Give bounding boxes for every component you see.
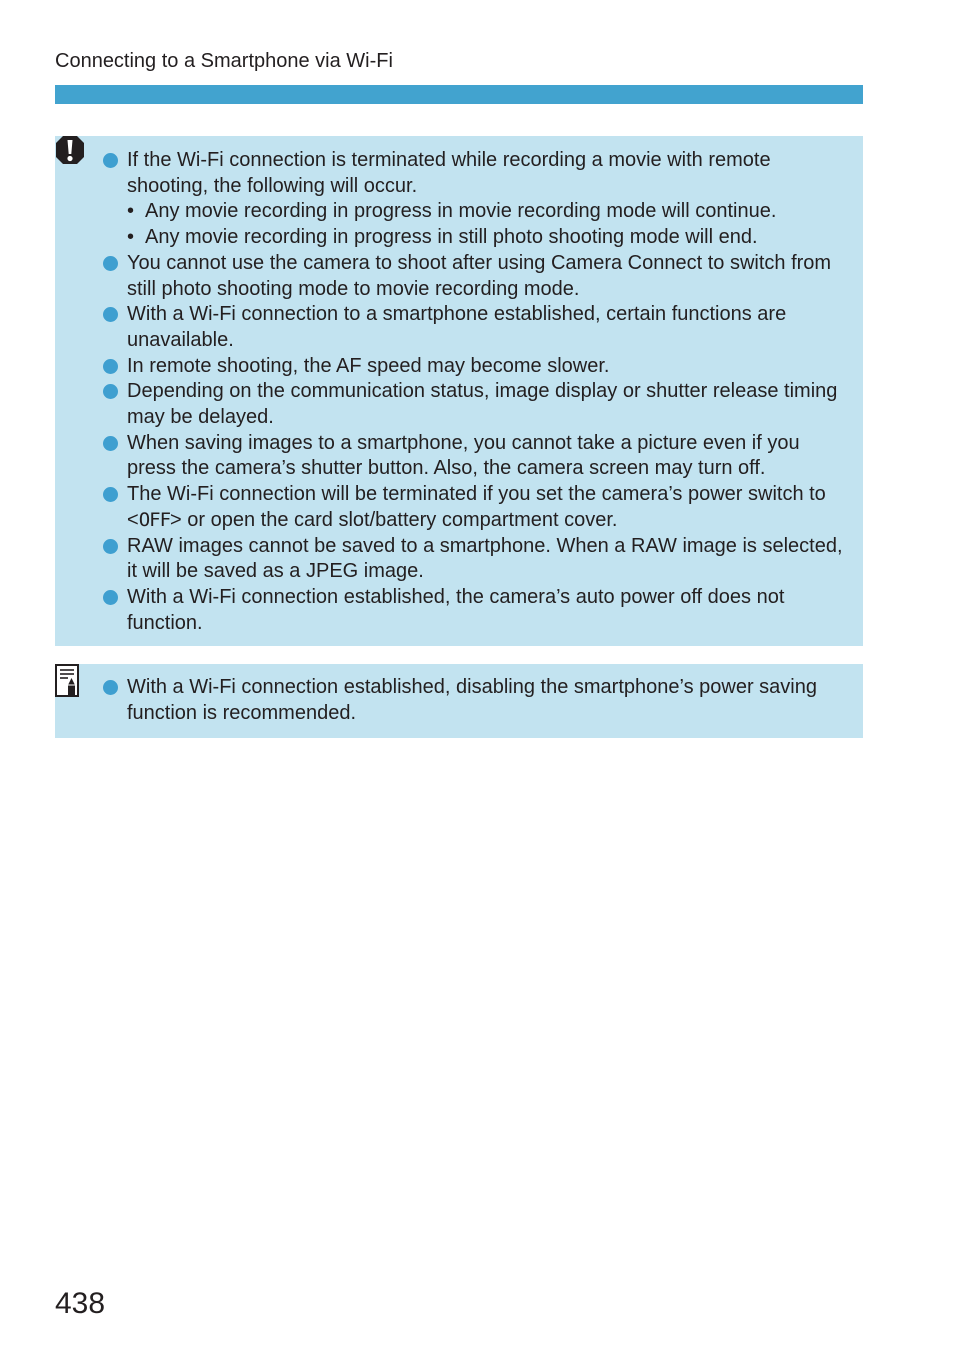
caution-item: [127, 302, 853, 353]
caution-item-text: You cannot use the camera to shoot after using Camera Connect to switch from still photo shooting mode to movie recording mode.: [127, 251, 832, 300]
caution-item-text: RAW images cannot be saved to a smartphone. When a RAW image is selected, it will be saved as a JPEG image.: [127, 534, 843, 583]
caution-item-text: When saving images to a smartphone, you cannot take a picture even if you press the camera’s shutter button. Also, the camera screen may turn off.: [127, 431, 800, 480]
page-header-title: Connecting to a Smartphone via Wi-Fi: [55, 50, 393, 72]
header-rule-bar: [55, 85, 863, 104]
bullet-dot-icon: [103, 539, 118, 554]
note-item-text: With a Wi-Fi connection established, disabling the smartphone’s power saving function is recommended.: [127, 676, 817, 724]
page-number: 438: [55, 1287, 106, 1320]
note-pencil-icon: [55, 664, 81, 700]
caution-sub-item-text: Any movie recording in progress in still photo shooting mode will end.: [145, 226, 758, 249]
bullet-dot-icon: [103, 384, 118, 399]
caution-sub-item: [127, 199, 853, 225]
caution-item-text: With a Wi-Fi connection to a smartphone established, certain functions are unavailable.: [127, 303, 787, 351]
caution-item-text: In remote shooting, the AF speed may become slower.: [127, 354, 610, 377]
caution-sub-item: [127, 225, 853, 251]
caution-item: [127, 534, 853, 585]
note-box: [55, 664, 863, 738]
caution-item: [127, 379, 853, 430]
caution-item: [127, 251, 853, 302]
bullet-dot-icon: [103, 436, 118, 451]
caution-exclamation-icon: [55, 136, 85, 166]
caution-sub-item-text: Any movie recording in progress in movie recording mode will continue.: [145, 200, 777, 223]
power-off-symbol: OFF: [138, 508, 171, 531]
sub-bullet-icon: •: [127, 200, 135, 223]
caution-item-text: Depending on the communication status, image display or shutter release timing may be delayed.: [127, 380, 838, 429]
caution-item-text-before: The Wi-Fi connection will be terminated if you set the camera’s power switch to <: [127, 483, 826, 531]
caution-item-text: If the Wi-Fi connection is terminated while recording a movie with remote shooting, the following will occur.: [127, 149, 771, 197]
caution-item: [127, 585, 853, 636]
sub-bullet-icon: •: [127, 226, 135, 249]
caution-item: [127, 148, 853, 251]
bullet-dot-icon: [103, 256, 118, 271]
caution-box: [55, 136, 863, 646]
caution-item: [127, 482, 853, 533]
caution-item-text-after: > or open the card slot/battery compartment cover.: [170, 508, 618, 531]
bullet-dot-icon: [103, 359, 118, 374]
caution-item: [127, 354, 853, 380]
bullet-dot-icon: [103, 153, 118, 168]
bullet-dot-icon: [103, 487, 118, 502]
note-item: [127, 675, 853, 726]
bullet-dot-icon: [103, 307, 118, 322]
caution-item-text: With a Wi-Fi connection established, the camera’s auto power off does not function.: [127, 585, 785, 634]
caution-item: [127, 431, 853, 482]
bullet-dot-icon: [103, 680, 118, 695]
bullet-dot-icon: [103, 590, 118, 605]
